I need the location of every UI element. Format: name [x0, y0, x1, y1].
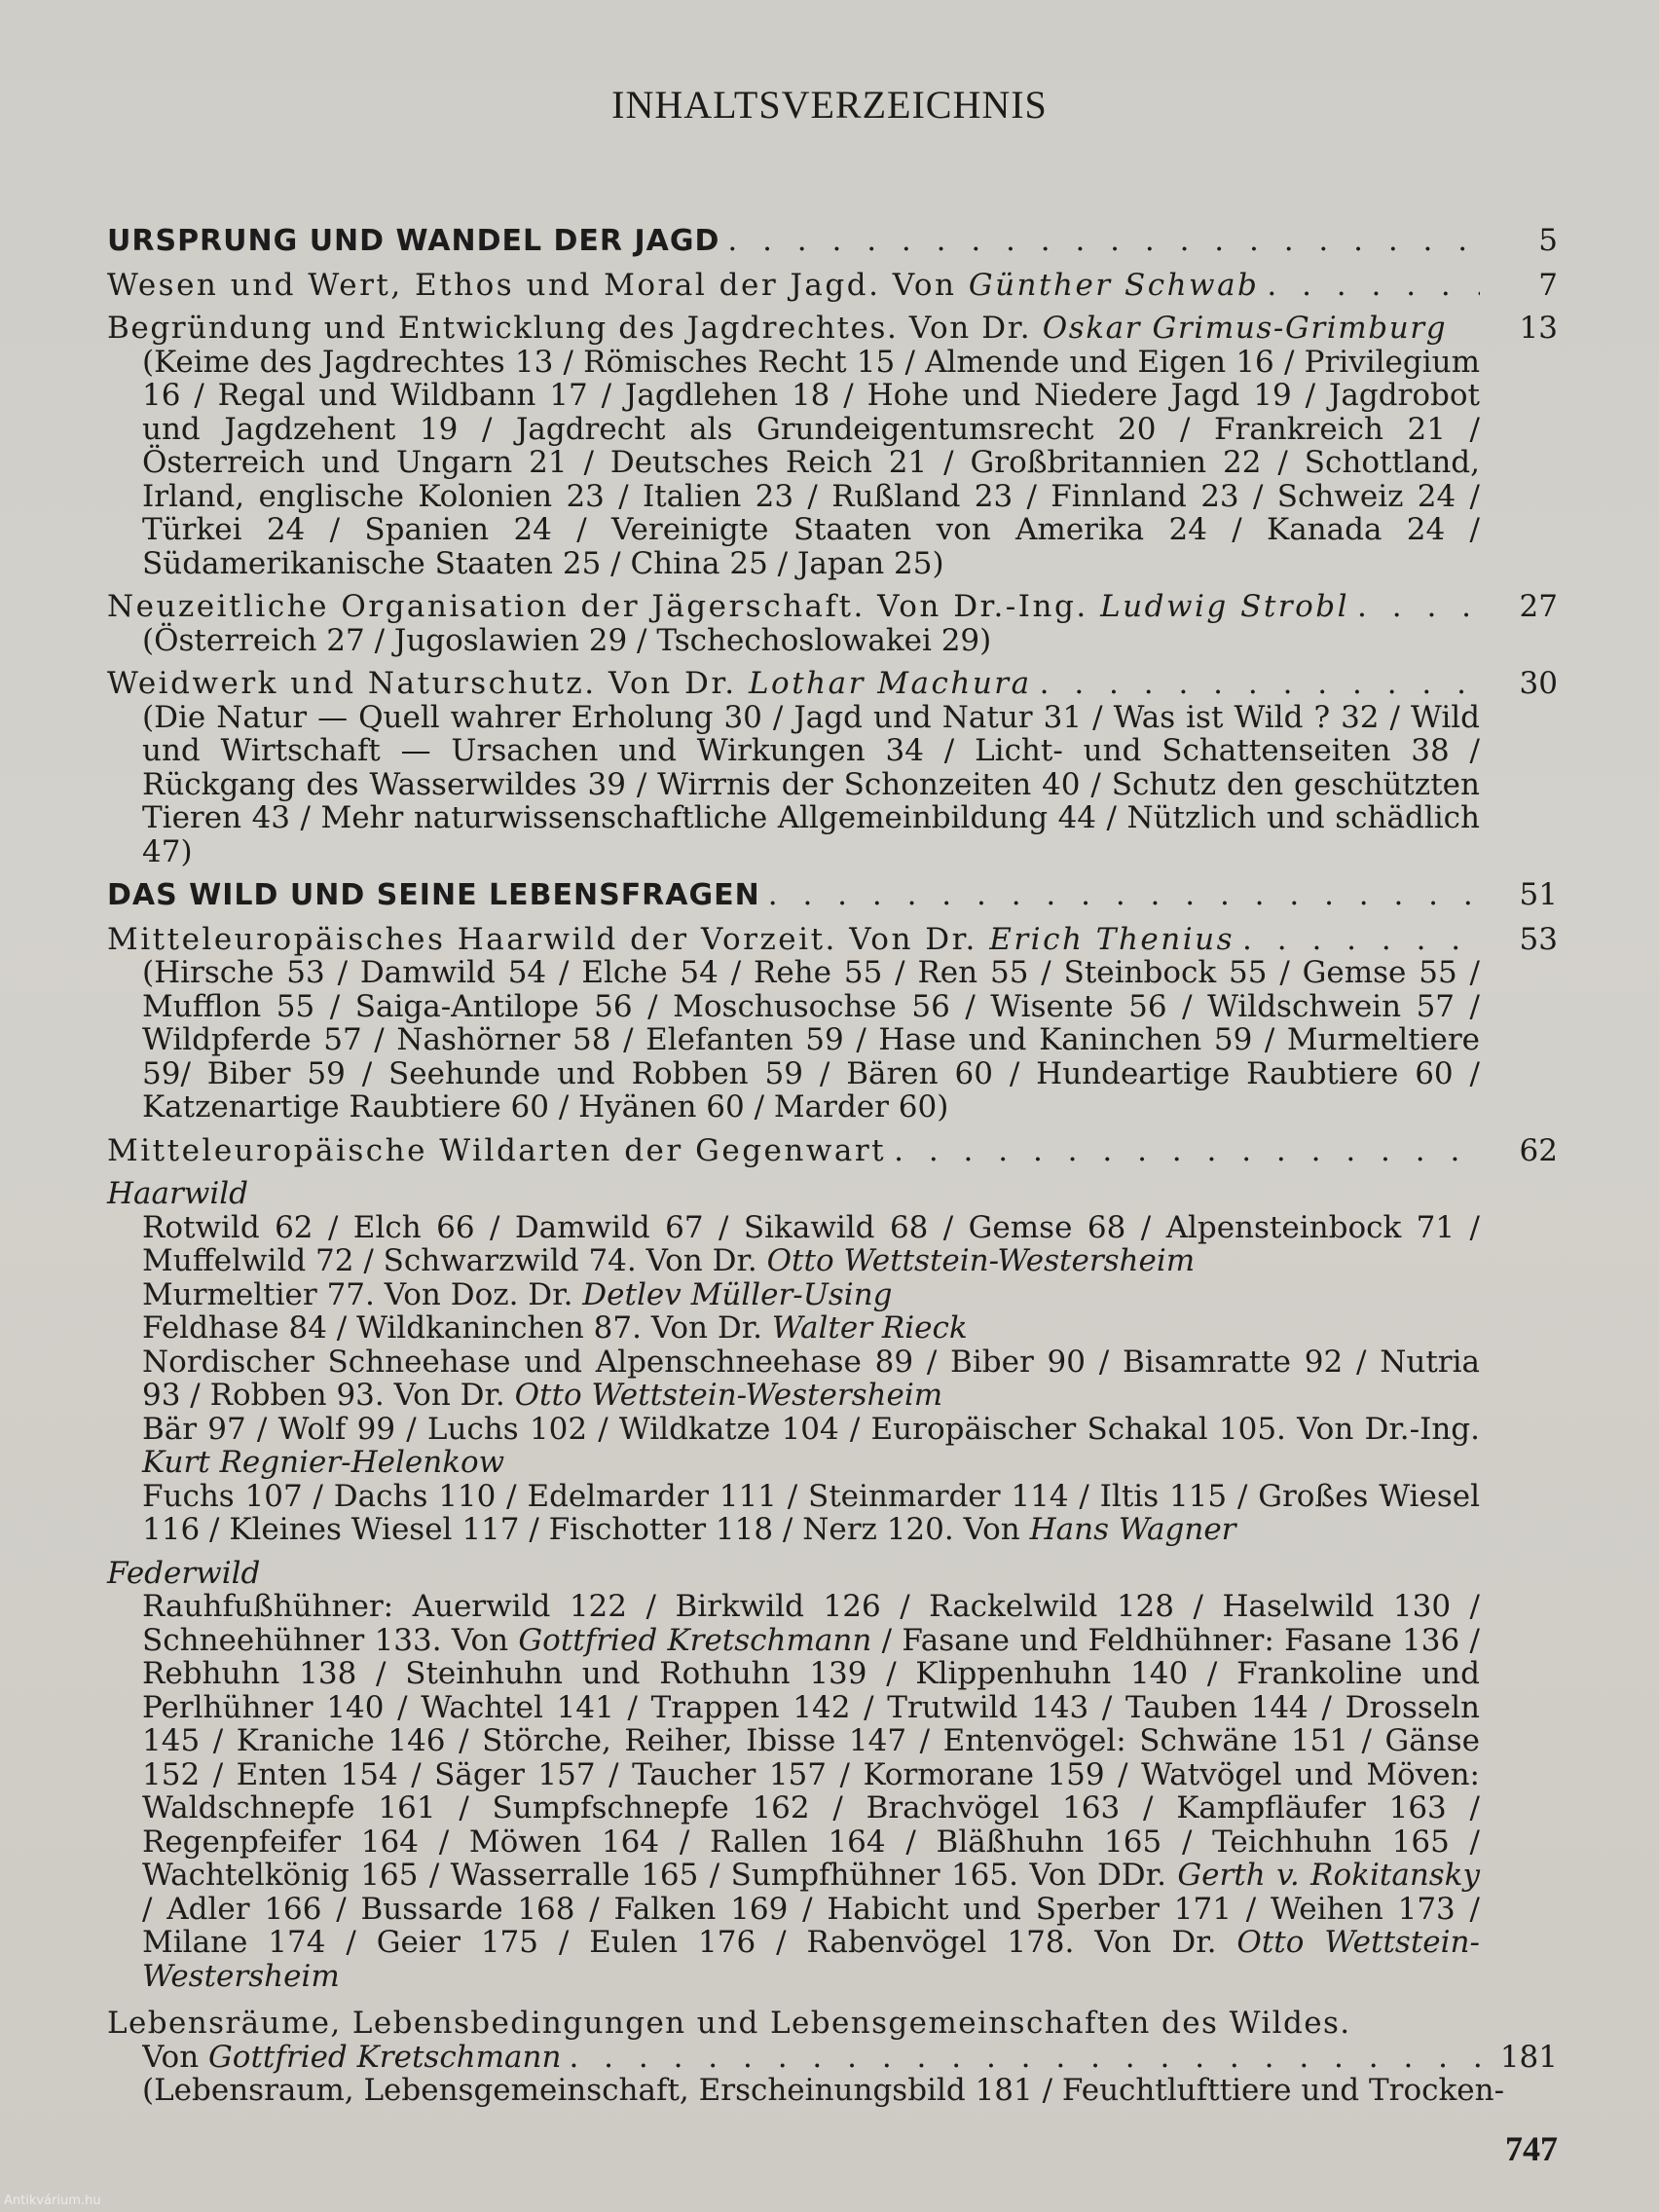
sub-entry-author: Otto Wettstein-Westersheim [766, 1243, 1196, 1278]
page-number: 62 [1519, 1132, 1558, 1168]
entry-title: Weidwerk und Naturschutz. Von Dr. [107, 667, 749, 701]
toc-entry[interactable] [107, 312, 1558, 580]
sub-entry-text: / Adler 166 / Bussarde 168 / Falken 169 / Habicht und Sperber 171 / Weihen 173 / Milane 174 / Geier 175 / Eulen 176 / Rabenvögel 178. Von Dr. [142, 1891, 1480, 1960]
sub-entry[interactable] [142, 1590, 1480, 1993]
entry-author: Erich Thenius [989, 922, 1235, 956]
entry-title: Neuzeitliche Organisation der Jägerschaft. Von Dr.-Ing. [107, 590, 1101, 624]
entry-details: (Keime des Jagdrechtes 13 / Römisches Recht 15 / Almende und Eigen 16 / Privilegium 16 / Regal und Wildbann 17 / Jagdlehen 18 / Hohe und Niedere Jagd 19 / Jagdrobot und Jagdzehent 19 / Jagdrecht als Grundeigentumsrecht 20 / Frankreich 21 / Österreich und Ungarn 21 / Deutsches Reich 21 / Großbritannien 22 / Schottland, Irland, englische Kolonien 23 / Italien 23 / Rußland 23 / Finnland 23 / Schweiz 24 / Türkei 24 / Spanien 24 / Vereinigte Staaten von Amerika 24 / Kanada 24 / Südamerikanische Staaten 25 / China 25 / Japan 25) [142, 344, 1480, 581]
category-label: Haarwild [107, 1176, 249, 1211]
toc-section[interactable] [107, 878, 1558, 913]
category-label: Federwild [107, 1555, 261, 1591]
leader-dots [1259, 269, 1480, 303]
toc-entry[interactable] [107, 590, 1558, 657]
page-number: 13 [1519, 311, 1558, 346]
sub-entry-author: Hans Wagner [1029, 1512, 1236, 1547]
leader-dots [719, 224, 1480, 258]
sub-entry[interactable] [142, 1346, 1480, 1413]
entry-title: Wesen und Wert, Ethos und Moral der Jagd. Von [107, 268, 969, 302]
leader-dots [886, 1134, 1480, 1168]
bleed-through-text [117, 146, 127, 180]
page-number: 30 [1519, 666, 1558, 701]
sub-entry-author: Gottfried Kretschmann [518, 1622, 872, 1658]
federwild-group [107, 1557, 1558, 1994]
entry-author: Oskar Grimus-Grimburg [1042, 312, 1448, 346]
entry-title: Mitteleuropäische Wildarten der Gegenwart [107, 1133, 887, 1167]
entry-details: (Lebensraum, Lebensgemeinschaft, Erscheinungsbild 181 / Feuchtlufttiere und Trocken- [142, 2073, 1505, 2108]
sub-entry[interactable] [142, 1211, 1480, 1278]
sub-entry[interactable] [142, 1278, 1480, 1312]
entry-author: Gottfried Kretschmann [208, 2040, 562, 2074]
sub-entry-text: Murmeltier 77. Von Doz. Dr. [142, 1276, 583, 1312]
entry-author: Lothar Machura [748, 667, 1032, 701]
toc-entry[interactable] [107, 923, 1558, 1124]
page-number: 27 [1519, 589, 1558, 624]
page-number: 181 [1499, 2039, 1558, 2075]
entry-title: Begründung und Entwicklung des Jagdrechtes. Von Dr. [107, 312, 1043, 346]
entry-by: Von [142, 2040, 209, 2074]
sub-entry-author: Detlev Müller-Using [582, 1276, 893, 1312]
toc-section[interactable] [107, 224, 1558, 259]
sub-entry-author: Otto Wettstein-Westersheim [142, 1925, 1480, 1994]
leader-dots [1349, 590, 1480, 624]
page-number: 5 [1538, 223, 1558, 258]
page-title: INHALTSVERZEICHNIS [611, 83, 1048, 127]
toc-entry[interactable] [107, 269, 1558, 303]
sub-entry[interactable] [142, 1311, 1480, 1346]
sub-entry-text: Bär 97 / Wolf 99 / Luchs 102 / Wildkatze 104 / Europäischer Schakal 105. Von Dr.-Ing. [142, 1411, 1480, 1447]
sub-entry-author: Kurt Regnier-Helenkow [142, 1445, 505, 1480]
page-folio: 747 [1505, 2129, 1558, 2168]
entry-author: Ludwig Strobl [1100, 590, 1350, 624]
page-number: 51 [1519, 877, 1558, 912]
entry-title: Lebensräume, Lebensbedingungen und Lebensgemeinschaften des Wildes. [107, 2006, 1351, 2041]
sub-entry-text: Rauhfußhühner: Auerwild 122 / Birkwild 126 / Rackelwild 128 / Haselwild 130 / Schneehühner 133. Von [142, 1589, 1480, 1658]
sub-entry-text: Feldhase 84 / Wildkaninchen 87. Von Dr. [142, 1310, 772, 1346]
toc-entry[interactable] [107, 1134, 1558, 1168]
leader-dots [760, 878, 1480, 912]
entry-title: Mitteleuropäisches Haarwild der Vorzeit. Von Dr. [107, 922, 990, 956]
leader-dots [561, 2041, 1480, 2075]
toc-list [107, 224, 1558, 2118]
entry-details: (Österreich 27 / Jugoslawien 29 / Tschechoslowakei 29) [142, 622, 992, 658]
sub-entry-text: / Fasane und Feldhühner: Fasane 136 / Rebhuhn 138 / Steinhuhn und Rothuhn 139 / Klippenhuhn 140 / Frankoline und Perlhühner 140 / Wachtel 141 / Trappen 142 / Trutwild 143 / Tauben 144 / Drosseln 145 / Kraniche 146 / Störche, Reiher, Ibisse 147 / Entenvögel: Schwäne 151 / Gänse 152 / Enten 154 / Säger 157 / Taucher 157 / Kormorane 159 / Watvögel und Möven: Waldschnepfe 161 / Sumpfschnepfe 162 / Brachvögel 163 / Kampfläufer 163 / Regenpfeifer 164 / Möwen 164 / Rallen 164 / Bläßhuhn 165 / Teichhuhn 165 / Wachtelkönig 165 / Wasserralle 165 / Sumpfhühner 165. Von DDr. [142, 1622, 1480, 1893]
entry-details: (Die Natur — Quell wahrer Erholung 30 / Jagd und Natur 31 / Was ist Wild ? 32 / Wild und Wirtschaft — Ursachen und Wirkungen 34 / Licht- und Schattenseiten 38 / Rückgang des Wasserwildes 39 / Wirrnis der Schonzeiten 40 / Schutz den geschützten Tieren 43 / Mehr naturwissenschaftliche Allgemeinbildung 44 / Nützlich und schädlich 47) [142, 699, 1480, 869]
sub-entry-author: Gerth v. Rokitansky [1177, 1858, 1480, 1893]
toc-entry[interactable] [107, 2007, 1558, 2108]
page-number: 53 [1519, 921, 1558, 957]
sub-entry-author: Otto Wettstein-Westersheim [514, 1378, 943, 1413]
leader-dots [1032, 667, 1480, 701]
toc-entry[interactable] [107, 667, 1558, 868]
section-title: DAS WILD UND SEINE LEBENSFRAGEN [107, 878, 760, 912]
sub-entry-author: Walter Rieck [771, 1310, 968, 1346]
leader-dots [1235, 923, 1480, 957]
sub-entry-text: Rotwild 62 / Elch 66 / Damwild 67 / Sikawild 68 / Gemse 68 / Alpensteinbock 71 / Muffelwild 72 / Schwarzwild 74. Von Dr. [142, 1209, 1480, 1278]
haarwild-group [107, 1177, 1558, 1547]
sub-entry-text: Fuchs 107 / Dachs 110 / Edelmarder 111 / Steinmarder 114 / Iltis 115 / Großes Wiesel 116 / Kleines Wiesel 117 / Fischotter 118 / Nerz 120. Von [142, 1478, 1480, 1547]
sub-entry[interactable] [142, 1413, 1480, 1480]
sub-entry-text: Nordischer Schneehase und Alpenschneehase 89 / Biber 90 / Bisamratte 92 / Nutria 93 / Robben 93. Von Dr. [142, 1344, 1480, 1413]
watermark: Antikvárium.hu [4, 2194, 101, 2208]
entry-details: (Hirsche 53 / Damwild 54 / Elche 54 / Rehe 55 / Ren 55 / Steinbock 55 / Gemse 55 / Mufflon 55 / Saiga-Antilope 56 / Moschusochse 56 / Wisente 56 / Wildschwein 57 / Wildpferde 57 / Nashörner 58 / Elefanten 59 / Hase und Kaninchen 59 / Murmeltiere 59/ Biber 59 / Seehunde und Robben 59 / Bären 60 / Hundeartige Raubtiere 60 / Katzenartige Raubtiere 60 / Hyänen 60 / Marder 60) [142, 955, 1480, 1124]
entry-author: Günther Schwab [968, 268, 1260, 302]
sub-entry[interactable] [142, 1480, 1480, 1547]
section-title: URSPRUNG UND WANDEL DER JAGD [107, 224, 720, 258]
page-number: 7 [1538, 267, 1558, 303]
